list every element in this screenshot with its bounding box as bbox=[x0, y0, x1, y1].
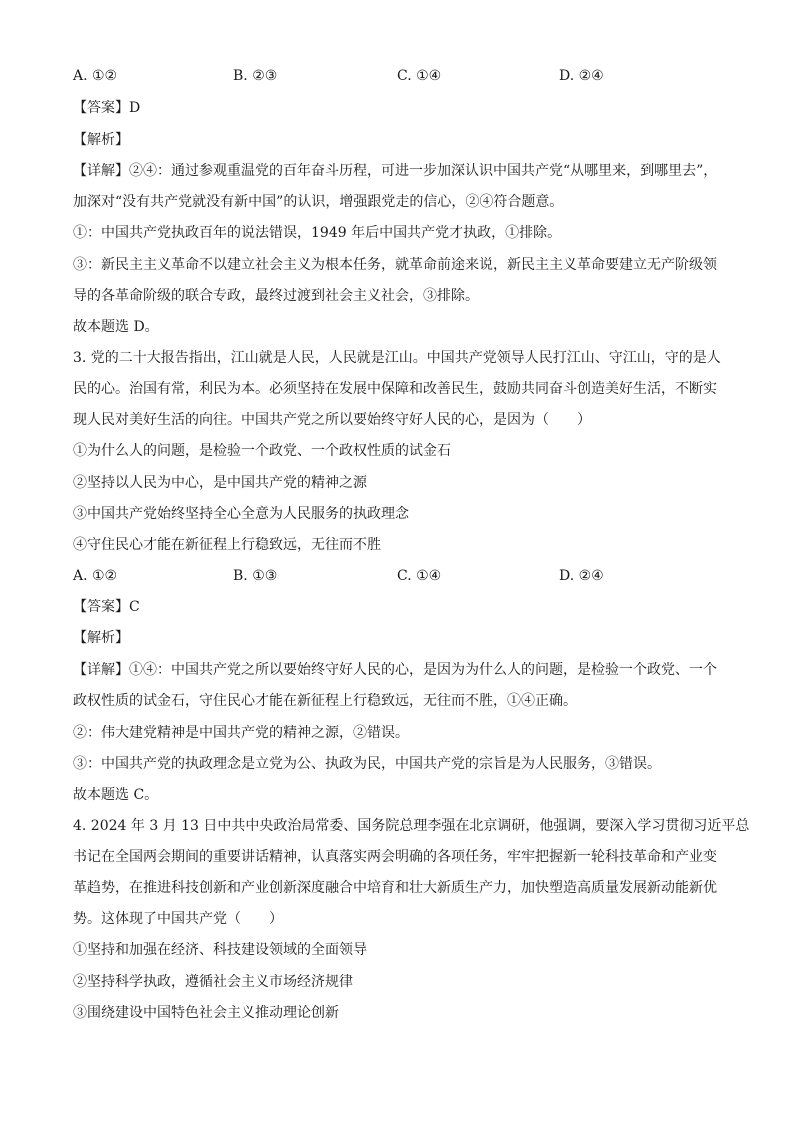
q4-stem-line: 革趋势，在推进科技创新和产业创新深度融合中培育和壮大新质生产力，加快塑造高质量发展新动能新优 bbox=[73, 880, 717, 896]
q4-item: ③围绕建设中国特色社会主义推动理论创新 bbox=[73, 1005, 339, 1021]
option-b[interactable]: B. ①③ bbox=[233, 568, 278, 584]
q2-detail-line: ③：新民主主义革命不以建立社会主义为根本任务，就革命前途来说，新民主主义革命要建立无产阶级领 bbox=[73, 257, 717, 273]
q4-stem-line: 势。这体现了中国共产党（ ） bbox=[73, 911, 283, 927]
option-d[interactable]: D. ②④ bbox=[559, 568, 604, 584]
q2-analysis-heading: 【解析】 bbox=[73, 132, 129, 148]
q2-detail-line: 加深对“没有共产党就没有新中国”的认识，增强跟党走的信心，②④符合题意。 bbox=[73, 194, 564, 210]
q3-detail-line: ③：中国共产党的执政理念是立党为公、执政为民，中国共产党的宗旨是为人民服务，③错误。 bbox=[73, 756, 661, 772]
option-b[interactable]: B. ②③ bbox=[233, 68, 278, 84]
q3-item: ②坚持以人民为中心，是中国共产党的精神之源 bbox=[73, 475, 367, 491]
q3-answer: 【答案】C bbox=[73, 599, 140, 615]
q2-options bbox=[73, 67, 733, 85]
q3-item: ①为什么人的问题，是检验一个政党、一个政权性质的试金石 bbox=[73, 443, 451, 459]
q4-stem-line: 书记在全国两会期间的重要讲话精神，认真落实两会明确的各项任务，牢牢把握新一轮科技革命和产业变 bbox=[73, 849, 717, 865]
option-c[interactable]: C. ①④ bbox=[397, 568, 442, 584]
option-a[interactable]: A. ①② bbox=[73, 568, 118, 584]
q3-detail-line: 【详解】①④：中国共产党之所以要始终守好人民的心，是因为为什么人的问题，是检验一个政党、一个 bbox=[73, 662, 717, 678]
q2-detail-line: 【详解】②④：通过参观重温党的百年奋斗历程，可进一步加深认识中国共产党“从哪里来，到哪里去”， bbox=[73, 163, 718, 179]
q3-options bbox=[73, 567, 733, 585]
q3-detail-line: 政权性质的试金石，守住民心才能在新征程上行稳致远，无往而不胜，①④正确。 bbox=[73, 693, 577, 709]
option-c[interactable]: C. ①④ bbox=[397, 68, 442, 84]
option-a[interactable]: A. ①② bbox=[73, 68, 118, 84]
q3-detail-line: ②：伟大建党精神是中国共产党的精神之源，②错误。 bbox=[73, 725, 409, 741]
q3-analysis-heading: 【解析】 bbox=[73, 630, 129, 646]
q2-conclusion: 故本题选 D。 bbox=[73, 319, 159, 335]
q3-stem-line: 3. 党的二十大报告指出，江山就是人民，人民就是江山。中国共产党领导人民打江山、守江山，守的是人 bbox=[73, 350, 721, 366]
q3-item: ③中国共产党始终坚持全心全意为人民服务的执政理念 bbox=[73, 506, 409, 522]
q3-item: ④守住民心才能在新征程上行稳致远，无往而不胜 bbox=[73, 537, 381, 553]
q4-item: ②坚持科学执政，遵循社会主义市场经济规律 bbox=[73, 974, 353, 990]
option-d[interactable]: D. ②④ bbox=[559, 68, 604, 84]
q3-stem-line: 现人民对美好生活的向往。中国共产党之所以要始终守好人民的心，是因为（ ） bbox=[73, 412, 591, 428]
q3-stem-line: 民的心。治国有常，利民为本。必须坚持在发展中保障和改善民生，鼓励共同奋斗创造美好生活，不断实 bbox=[73, 381, 717, 397]
q3-conclusion: 故本题选 C。 bbox=[73, 787, 159, 803]
q4-item: ①坚持和加强在经济、科技建设领域的全面领导 bbox=[73, 942, 367, 958]
q4-stem-line: 4. 2024 年 3 月 13 日中共中央政治局常委、国务院总理李强在北京调研，他强调，要深入学习贯彻习近平总 bbox=[73, 818, 750, 834]
q2-answer: 【答案】D bbox=[73, 100, 141, 116]
q2-detail-line: 导的各革命阶级的联合专政，最终过渡到社会主义社会，③排除。 bbox=[73, 288, 479, 304]
q2-detail-line: ①：中国共产党执政百年的说法错误，1949 年后中国共产党才执政，①排除。 bbox=[73, 225, 562, 241]
